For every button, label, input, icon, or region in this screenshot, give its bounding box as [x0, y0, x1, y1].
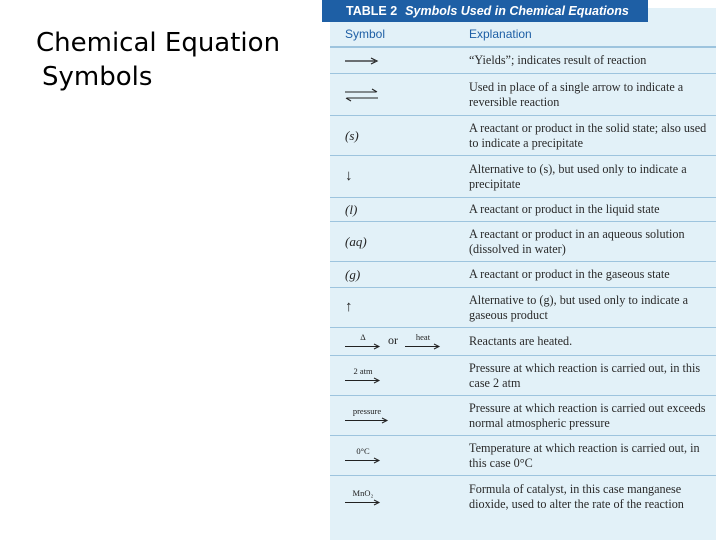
- explanation-cell: Alternative to (s), but used only to indicate a precipitate: [469, 161, 687, 191]
- arrow-icon: [345, 417, 389, 424]
- table-panel: [330, 8, 716, 540]
- table-row: [330, 356, 716, 396]
- pressure-arrow: [345, 407, 389, 424]
- catalyst-arrow: [345, 489, 381, 506]
- table-number: TABLE 2: [346, 4, 398, 18]
- delta-arrow: [345, 333, 381, 350]
- arrow-label: pressure: [352, 406, 382, 416]
- header-explanation: Explanation: [469, 27, 532, 41]
- heat-arrow: [405, 333, 441, 350]
- symbol-cell: [345, 436, 455, 475]
- explanation-cell: Temperature at which reaction is carried out, in this case 0°C: [469, 440, 700, 470]
- table-caption: [322, 0, 648, 22]
- table-row: [330, 476, 716, 518]
- gas-arrow-symbol: ↑: [345, 299, 353, 315]
- temperature-arrow: [345, 447, 381, 464]
- explanation-cell: “Yields”; indicates result of reaction: [469, 53, 647, 67]
- symbol-cell: [345, 262, 455, 287]
- symbol-cell: [345, 48, 455, 73]
- pressure-value-arrow: [345, 367, 381, 384]
- symbol-cell: [345, 74, 455, 115]
- symbol-cell: [345, 198, 455, 221]
- arrow-icon: [345, 343, 381, 350]
- symbol-cell: [345, 396, 455, 435]
- explanation-cell: Used in place of a single arrow to indicate a reversible reaction: [469, 79, 684, 109]
- table-row: [330, 222, 716, 262]
- arrow-icon: [345, 377, 381, 384]
- table-row: [330, 396, 716, 436]
- table-body: [330, 48, 716, 518]
- table-header: [330, 22, 716, 48]
- slide-title-line2: Symbols: [42, 62, 153, 92]
- symbol-cell: [345, 156, 455, 197]
- arrow-label: 0°C: [356, 446, 370, 456]
- symbols-table-figure: [322, 0, 716, 540]
- explanation-cell: A reactant or product in the liquid state: [469, 202, 660, 216]
- reversible-arrows-icon: [345, 88, 379, 102]
- table-row: [330, 436, 716, 476]
- symbol-cell: [345, 116, 455, 155]
- heat-arrows: [345, 333, 441, 350]
- table-title: Symbols Used in Chemical Equations: [405, 4, 629, 18]
- table-row: [330, 288, 716, 328]
- table-row: [330, 198, 716, 222]
- table-row: [330, 74, 716, 116]
- explanation-cell: Formula of catalyst, in this case manganese dioxide, used to alter the rate of the reaction: [469, 482, 684, 511]
- state-solid-symbol: (s): [345, 127, 359, 143]
- yields-arrow-icon: [345, 56, 379, 66]
- arrow-label: 2 atm: [353, 366, 373, 376]
- arrow-icon: [345, 457, 381, 464]
- explanation-cell: A reactant or product in the gaseous state: [469, 267, 670, 281]
- arrow-label: MnO₂: [352, 487, 374, 498]
- heat-label: heat: [415, 332, 431, 342]
- explanation-cell: A reactant or product in an aqueous solution (dissolved in water): [469, 226, 685, 256]
- symbol-cell: [345, 288, 455, 327]
- symbol-cell: [345, 476, 455, 518]
- or-text: or: [388, 333, 398, 347]
- arrow-icon: [405, 343, 441, 350]
- table-row: [330, 262, 716, 288]
- explanation-cell: A reactant or product in the solid state; also used to indicate a precipitate: [469, 120, 707, 150]
- explanation-cell: Pressure at which reaction is carried out exceeds normal atmospheric pressure: [469, 400, 706, 430]
- table-row: [330, 156, 716, 198]
- state-liquid-symbol: (l): [345, 201, 358, 217]
- table-row: [330, 328, 716, 356]
- table-row: [330, 48, 716, 74]
- state-aqueous-symbol: (aq): [345, 233, 367, 249]
- explanation-cell: Alternative to (g), but used only to indicate a gaseous product: [469, 292, 688, 322]
- symbol-cell: [345, 222, 455, 261]
- slide-title: [36, 26, 280, 94]
- header-symbol: Symbol: [345, 27, 386, 41]
- delta-label: Δ: [360, 332, 366, 342]
- state-gas-symbol: (g): [345, 266, 361, 282]
- precipitate-arrow-symbol: ↓: [345, 168, 353, 184]
- explanation-cell: Pressure at which reaction is carried out, in this case 2 atm: [469, 360, 701, 390]
- explanation-cell: Reactants are heated.: [469, 334, 573, 348]
- arrow-icon: [345, 499, 381, 506]
- slide-title-line1: Chemical Equation: [36, 28, 281, 58]
- table-row: [330, 116, 716, 156]
- symbol-cell: [345, 356, 455, 395]
- symbol-cell: [345, 328, 455, 355]
